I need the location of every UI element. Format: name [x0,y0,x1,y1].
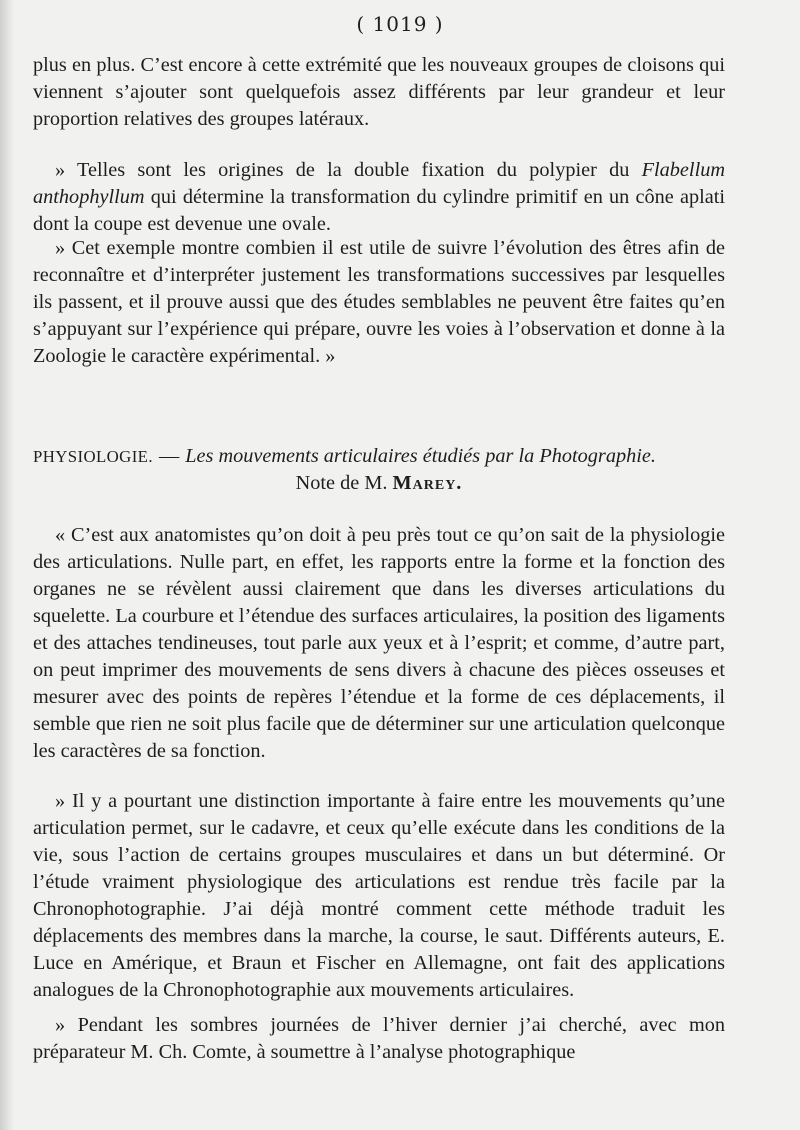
page-edge-shadow [0,0,14,1130]
paragraph-flabellum [33,157,725,238]
paragraph-text: » Il y a pourtant une distinction importante à faire entre les mouvements qu’une articulation permet, sur le cadavre, et ceux qu’elle exécute dans les conditions de la vie, sous l’action de certains groupes musculaires et dans un but déterminé. Or l’étude vraiment physiologique des articulations est rendue très facile par la Chronophotographie. J’ai déjà montré comment cette méthode traduit les déplacements des membres dans la marche, la course, le saut. Différents auteurs, E. Luce en Amérique, et Braun et Fischer en Allemagne, ont fait des applications analogues de la Chronophotographie aux mouvements articulaires. [33,790,725,1001]
section-heading [33,443,725,470]
paragraph-text: plus en plus. C’est encore à cette extrémité que les nouveaux groupes de cloisons qui viennent s’ajouter sont quelquefois assez différents par leur grandeur et leur proportion relatives des groupes latéraux. [33,54,725,130]
paragraph-text: » Pendant les sombres journées de l’hiver dernier j’ai cherché, avec mon préparateur M. Ch. Comte, à soumettre à l’analyse photographique [33,1014,725,1063]
paragraph-continuation [33,52,725,133]
author-name: Marey. [392,472,463,494]
paragraph-distinction [33,788,725,1004]
note-author-line [33,470,725,497]
section-dash: — [158,445,180,467]
species-name: Flabellum anthophyllum [33,159,725,208]
paragraph-anatomists [33,522,725,765]
section-title: Les mouvements articulaires étudiés par la Photographie. [185,445,656,467]
paragraph-text: « C’est aux anatomistes qu’on doit à peu près tout ce qu’on sait de la physiologie des articulations. Nulle part, en effet, les rapports entre la forme et la fonction des organes ne se révèlent aussi clairement que dans les diverses articulations du squelette. La courbure et l’étendue des surfaces articulaires, la position des ligaments et des attaches tendineuses, tout parle aux yeux et à l’esprit; et comme, d’autre part, on peut imprimer des mouvements de sens divers à chacune des pièces osseuses et mesurer avec des points de repères l’étendue et la forme de ces déplacements, il semble que rien ne soit plus facile que de déterminer sur une articulation quelconque les caractères de sa fonction. [33,524,725,762]
text-segment: qui détermine la transformation du cylindre primitif en un cône aplati dont la coupe est devenue une ovale. [33,186,725,235]
page-number: ( 1019 ) [356,12,444,36]
paragraph-text [33,157,725,238]
text-segment: » Telles sont les origines de la double fixation du polypier du [55,159,642,181]
section-label: PHYSIOLOGIE. [33,447,153,466]
paragraph-conclusion [33,235,725,370]
note-prefix: Note de M. [295,472,388,494]
paragraph-winter [33,1012,725,1066]
paragraph-text: » Cet exemple montre combien il est utile de suivre l’évolution des êtres afin de reconnaître et d’interpréter justement les transformations successives par lesquelles ils passent, et il prouve aussi que des études semblables ne peuvent être faites qu’en s’appuyant sur l’expérience qui prépare, ouvre les voies à l’observation et donne à la Zoologie le caractère expérimental. » [33,237,725,367]
